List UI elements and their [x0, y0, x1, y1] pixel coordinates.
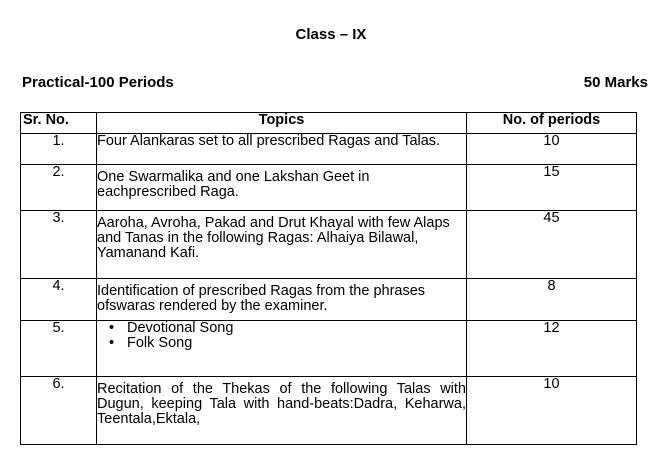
row-topic-text: One Swarmalika and one Lakshan Geet in eachprescribed Raga.: [97, 169, 370, 200]
row-periods: 10: [467, 134, 637, 165]
list-item: • Devotional Song: [127, 321, 466, 336]
row-periods: 12: [467, 321, 637, 377]
table-row: [21, 211, 637, 279]
row-topic: [97, 211, 467, 279]
row-topic-text: Aaroha, Avroha, Pakad and Drut Khayal with few Alaps and Tanas in the following Ragas: Alhaiya Bilawal, Yamanand Kafi.: [97, 215, 450, 261]
row-sr-no: 3.: [21, 211, 97, 279]
page-title: Class – IX: [295, 26, 367, 43]
column-header-sr-no: Sr. No.: [21, 113, 97, 134]
row-sr-no: 4.: [21, 279, 97, 321]
table-row: [21, 377, 637, 445]
row-sr-no: 1.: [21, 134, 97, 165]
table-header-row: [21, 113, 637, 134]
row-topic-text: Identification of prescribed Ragas from the phrases ofswaras rendered by the examiner.: [97, 283, 426, 314]
row-periods: 45: [467, 211, 637, 279]
row-sr-no: 2.: [21, 165, 97, 211]
syllabus-table: [20, 112, 637, 445]
column-header-topics: Topics: [97, 113, 467, 134]
table-row: [21, 321, 637, 377]
table-row: [21, 165, 637, 211]
table-row: [21, 279, 637, 321]
row-sr-no: 5.: [21, 321, 97, 377]
row-topic: [97, 321, 467, 377]
row-periods: 8: [467, 279, 637, 321]
row-sr-no: 6.: [21, 377, 97, 445]
row-topic: [97, 377, 467, 445]
marks-heading: 50 Marks: [583, 74, 648, 91]
row-topic-text: Recitation of the Thekas of the following Talas with Dugun, keeping Tala with hand-beats:Dadra, Keharwa, Teentala,Ektala,: [97, 381, 466, 427]
column-header-periods: No. of periods: [467, 113, 637, 134]
table-row: [21, 134, 637, 165]
row-topic: [97, 165, 467, 211]
row-periods: 10: [467, 377, 637, 445]
song-list: [97, 321, 466, 351]
practical-periods-heading: Practical-100 Periods: [22, 74, 174, 91]
row-topic: Four Alankaras set to all prescribed Ragas and Talas.: [97, 134, 467, 165]
list-item: • Folk Song: [127, 336, 466, 351]
row-periods: 15: [467, 165, 637, 211]
row-topic: [97, 279, 467, 321]
